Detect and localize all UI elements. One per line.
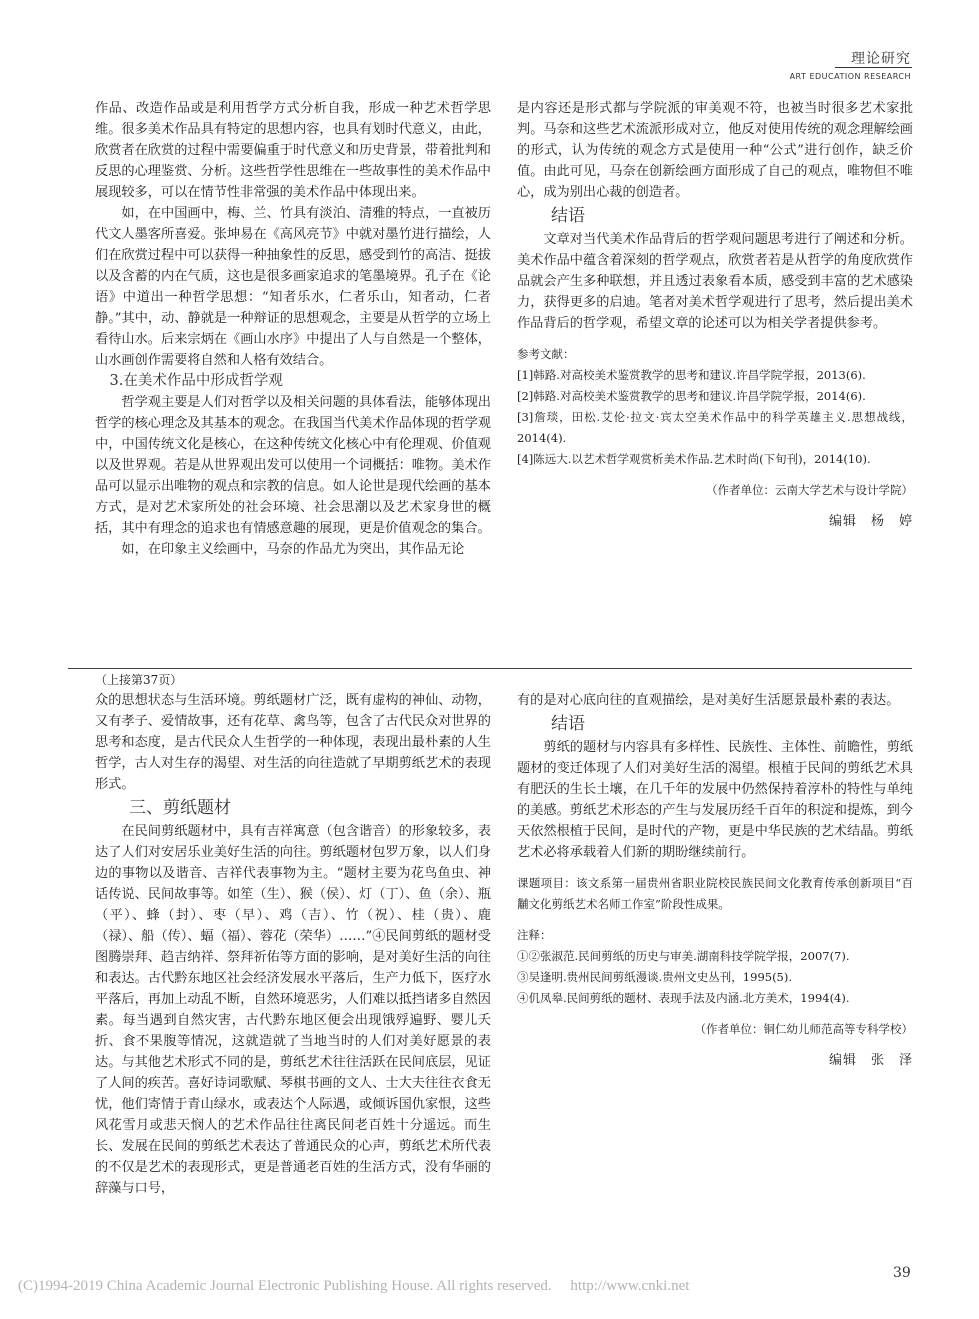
paragraph: 有的是对心底向往的直观描绘，是对美好生活愿景最朴素的表达。 xyxy=(517,693,900,708)
spacer xyxy=(517,915,913,925)
reference-item: ④仉凤皋.民间剪纸的题材、表现手法及内涵.北方美术，1994(4). xyxy=(517,991,850,1005)
paragraph: 文章对当代美术作品背后的哲学观问题思考进行了阐述和分析。美术作品中蕴含着深刻的哲学观点，欣赏者若是从哲学的角度欣赏作品就会产生多种联想，并且透过表象看本质，感受到丰富的艺术感染力，获得更多的启迪。笔者对美术哲学观进行了思考，然后提出美术作品背后的哲学观，希望文章的论述可以为相关学者提供参考。 xyxy=(517,232,913,331)
spacer xyxy=(517,334,913,344)
reference-item: [1]韩路.对高校美术鉴赏教学的思考和建议.许昌学院学报，2013(6). xyxy=(517,368,866,382)
section-heading: 三、剪纸题材 xyxy=(129,798,231,818)
reference-item: [3]詹琰，田松.艾伦·拉文·宾太空美术作品中的科学英雄主义.思想战线，2014(4). xyxy=(517,410,913,445)
paragraph: 众的思想状态与生活环境。剪纸题材广泛，既有虚构的神仙、动物，又有孝子、爱情故事，还有花草、禽鸟等，包含了古代民众对世界的思考和态度，是古代民众人生哲学的一种体现，表现出最朴素的人生哲学，古人对生存的渴望、对生活的向往造就了早期剪纸艺术的表现形式。 xyxy=(95,693,491,792)
author-affiliation: （作者单位：云南大学艺术与设计学院） xyxy=(706,483,913,497)
editor-credit: 编辑 张 泽 xyxy=(828,1053,913,1068)
section-header: 理论研究 xyxy=(851,51,911,67)
references-label: 参考文献： xyxy=(517,347,575,361)
references-label: 注释： xyxy=(517,928,552,942)
journal-header: ART EDUCATION RESEARCH xyxy=(789,72,911,81)
copyright-footer: (C)1994-2019 China Academic Journal Electronic Publishing House. All rights reserved. http://www.cnki.net xyxy=(18,1278,690,1294)
spacer xyxy=(517,1009,913,1019)
reference-item: ①②张淑范.民间剪纸的历史与审美.湖南科技学院学报，2007(7). xyxy=(517,949,850,963)
top-article-right-column xyxy=(517,98,913,532)
paragraph: 是内容还是形式都与学院派的审美观不符，也被当时很多艺术家批判。马奈和这些艺术流派形成对立，他反对使用传统的观念理解绘画的形式，认为传统的观念方式是使用一种“公式”进行创作，缺乏价值。由此可见，马奈在创新绘画方面形成了自己的观点，唯物但不唯心，成为别出心裁的创造者。 xyxy=(517,101,913,200)
spacer xyxy=(517,1040,913,1050)
spacer xyxy=(517,501,913,511)
reference-item: 课题项目：该文系第一届贵州省职业院校民族民间文化教育传承创新项目“百黼文化剪纸艺术名师工作室”阶段性成果。 xyxy=(517,876,913,911)
continued-from-label: （上接第37页） xyxy=(95,673,183,687)
paragraph: 哲学观主要是人们对哲学以及相关问题的具体看法，能够体现出哲学的核心理念及其基本的观念。在我国当代美术作品体现的哲学观中，中国传统文化是核心，在这种传统文化核心中有伦理观、价值观以及世界观。若是从世界观出发可以使用一个词概括：唯物。美术作品可以显示出唯物的观点和宗教的信息。如人论世是现代绘画的基本方式，是对艺术家所处的社会环境、社会思潮以及艺术家身世的概括，其中有理念的追求也有情感意趣的展现，更是价值观念的集合。 xyxy=(95,395,491,536)
page-number: 39 xyxy=(893,1265,911,1281)
paragraph: 作品、改造作品或是利用哲学方式分析自我，形成一种艺术哲学思维。很多美术作品具有特定的思想内容，也具有划时代意义，由此，欣赏者在欣赏的过程中需要偏重于时代意义和历史背景，带着批判和反思的心理鉴赏、分析。这些哲学性思维在一些故事性的美术作品中展现较多，可以在情节性非常强的美术作品中体现出来。 xyxy=(95,101,491,200)
bottom-article-left-column xyxy=(95,690,491,1199)
bottom-article-right-column xyxy=(517,690,913,1071)
paragraph: 在民间剪纸题材中，具有吉祥寓意（包含谐音）的形象较多，表达了人们对安居乐业美好生活的向往。剪纸题材包罗万象，以人们身边的事物以及谐音、吉祥代表事物为主。“题材主要为花鸟鱼虫、神话传说、民间故事等。如笙（生）、猴（侯）、灯（丁）、鱼（余）、瓶（平）、蜂（封）、枣（早）、鸡（吉）、竹（祝）、桂（贵）、鹿（禄）、船（传）、蝠（福）、蓉花（荣华）……”④民间剪纸的题材受图腾崇拜、趋吉纳祥、祭拜祈佑等方面的影响，是对美好生活的向往和表达。古代黔东地区社会经济发展水平落后，生产力低下，医疗水平落后，再加上动乱不断，自然环境恶劣，人们难以抵挡诸多自然因素。每当遇到自然灾害，古代黔东地区便会出现饿殍遍野、婴儿夭折、食不果腹等情况，这就造就了当地当时的人们对美好愿景的表达。与其他艺术形式不同的是，剪纸艺术往往活跃在民间底层，见证了人间的疾苦。喜好诗词歌赋、琴棋书画的文人、士大夫往往衣食无忧，他们寄情于青山绿水，或表达个人际遇，或倾诉国仇家恨，这些风花雪月或悲天悯人的艺术作品往往离民间老百姓十分遥远。而生长、发展在民间的剪纸艺术表达了普通民众的心声，剪纸艺术所代表的不仅是艺术的表现形式，更是普通老百姓的生活方式，没有华丽的辞藻与口号， xyxy=(95,824,491,1196)
subsection-heading: 3.在美术作品中形成哲学观 xyxy=(109,373,283,389)
header-rule xyxy=(835,67,912,68)
reference-item: [4]陈远大.以艺术哲学观赏析美术作品.艺术时尚(下旬刊)，2014(10). xyxy=(517,452,871,466)
reference-item: ③吴逢明.贵州民间剪纸漫谈.贵州文史丛刊，1995(5). xyxy=(517,970,793,984)
author-affiliation: （作者单位：铜仁幼儿师范高等专科学校） xyxy=(694,1022,913,1036)
paragraph: 如，在印象主义绘画中，马奈的作品尤为突出，其作品无论 xyxy=(121,542,465,557)
spacer xyxy=(517,470,913,480)
spacer xyxy=(517,863,913,873)
paragraph: 剪纸的题材与内容具有多样性、民族性、主体性、前瞻性，剪纸题材的变迁体现了人们对美好生活的渴望。根植于民间的剪纸艺术具有肥沃的生长土壤，在几千年的发展中仍然保持着淳朴的特性与单纯的美感。剪纸艺术形态的产生与发展历经千百年的积淀和提炼，到今天依然根植于民间，是时代的产物，更是中华民族的艺术结晶。剪纸艺术必将承载着人们新的期盼继续前行。 xyxy=(517,740,913,860)
paragraph: 如，在中国画中，梅、兰、竹具有淡泊、清雅的特点，一直被历代文人墨客所喜爱。张坤易在《高风亮节》中就对墨竹进行描绘，人们在欣赏过程中可以获得一种抽象性的反思，感受到竹的高洁、挺拔以及含蓄的内在气质，这也是很多画家追求的笔墨境界。孔子在《论语》中道出一种哲学思想：“知者乐水，仁者乐山，知者动，仁者静。”其中，动、静就是一种辩证的思想观念，主要是从哲学的立场上看待山水。后来宗炳在《画山水序》中提出了人与自然是一个整体，山水画创作需要将自然和人格有效结合。 xyxy=(95,206,491,368)
section-heading: 结语 xyxy=(551,714,585,734)
reference-item: [2]韩路.对高校美术鉴赏教学的思考和建议.许昌学院学报，2014(6). xyxy=(517,389,866,403)
section-heading: 结语 xyxy=(551,206,585,226)
article-divider xyxy=(68,668,912,669)
top-article-left-column xyxy=(95,98,491,560)
editor-credit: 编辑 杨 婷 xyxy=(828,514,913,529)
